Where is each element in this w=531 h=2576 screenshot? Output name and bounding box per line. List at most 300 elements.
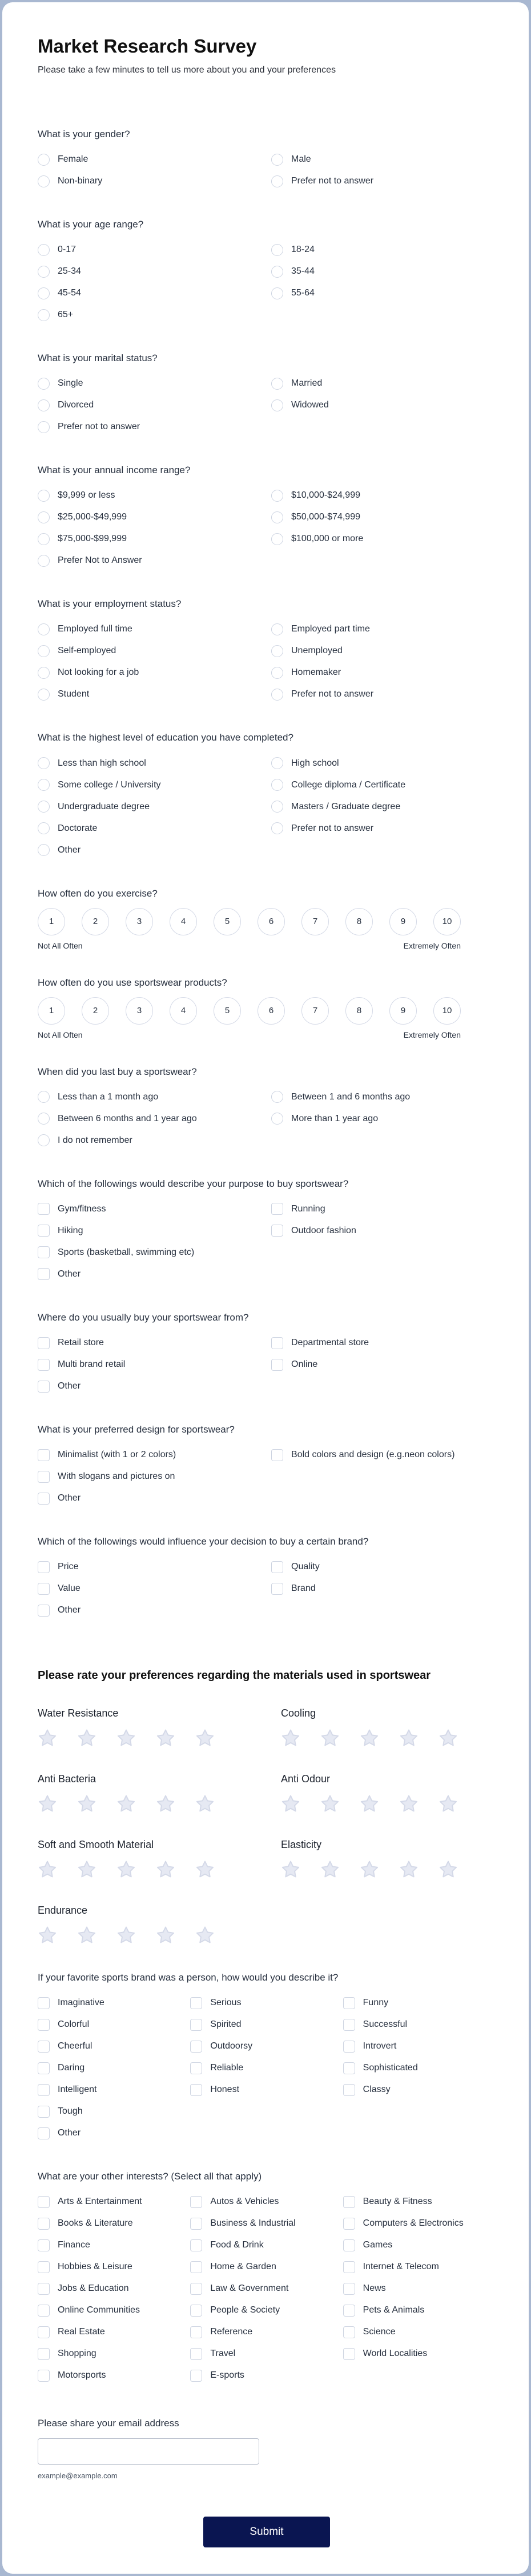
star-icon[interactable]: [281, 1794, 300, 1814]
option-row[interactable]: [38, 2101, 190, 2122]
checkbox[interactable]: [38, 2062, 50, 2074]
option-row[interactable]: [38, 818, 271, 839]
scale-option[interactable]: 8: [345, 997, 373, 1025]
option-row[interactable]: [271, 149, 373, 170]
checkbox[interactable]: [38, 2261, 50, 2273]
options-column: [38, 485, 271, 571]
option-row[interactable]: [343, 2234, 496, 2256]
option-row[interactable]: [38, 2278, 190, 2299]
option-row[interactable]: [190, 2191, 343, 2213]
scale-option[interactable]: 4: [170, 997, 197, 1025]
option-label: Prefer not to answer: [291, 689, 374, 699]
option-row[interactable]: [343, 2057, 496, 2079]
scale-option[interactable]: 7: [301, 908, 329, 935]
radio-button[interactable]: [271, 1091, 283, 1103]
option-row[interactable]: [38, 2014, 190, 2035]
radio-button[interactable]: [38, 555, 50, 567]
checkbox[interactable]: [343, 2326, 355, 2338]
option-row[interactable]: [190, 2365, 343, 2386]
checkbox[interactable]: [38, 1381, 50, 1393]
checkbox[interactable]: [38, 2041, 50, 2053]
checkbox[interactable]: [190, 2261, 202, 2273]
checkbox[interactable]: [38, 2283, 50, 2295]
checkbox[interactable]: [38, 1471, 50, 1483]
star-icon[interactable]: [116, 1794, 136, 1814]
option-row[interactable]: [271, 1220, 356, 1242]
checkbox[interactable]: [38, 1359, 50, 1371]
scale-option[interactable]: 3: [126, 997, 153, 1025]
radio-button[interactable]: [38, 244, 50, 256]
checkbox[interactable]: [190, 2041, 202, 2053]
submit-button[interactable]: Submit: [203, 2517, 330, 2547]
scale-left-label: Not All Often: [38, 1030, 83, 1039]
radio-button[interactable]: [38, 490, 50, 502]
star-icon[interactable]: [116, 1729, 136, 1748]
option-row[interactable]: [271, 1332, 369, 1354]
option-row[interactable]: [38, 2365, 190, 2386]
option-row[interactable]: [271, 528, 363, 550]
rating-label: Endurance: [38, 1905, 88, 1917]
option-row[interactable]: [190, 2079, 343, 2101]
star-icon[interactable]: [77, 1729, 96, 1748]
option-row[interactable]: [38, 839, 271, 861]
option-row[interactable]: [271, 1108, 410, 1130]
scale-option[interactable]: 9: [389, 908, 417, 935]
option-row[interactable]: [271, 1354, 369, 1375]
option-row[interactable]: [38, 2057, 190, 2079]
option-row[interactable]: [271, 753, 405, 774]
checkbox[interactable]: [271, 1449, 283, 1461]
options-columns: [38, 618, 496, 705]
star-icon[interactable]: [156, 1860, 175, 1879]
options-column: [38, 618, 271, 705]
option-row[interactable]: [271, 170, 373, 192]
radio-button[interactable]: [38, 175, 50, 187]
star-icon[interactable]: [439, 1794, 458, 1814]
radio-button[interactable]: [38, 801, 50, 813]
scale-option[interactable]: 7: [301, 997, 329, 1025]
star-icon[interactable]: [320, 1729, 340, 1748]
star-icon[interactable]: [77, 1794, 96, 1814]
option-label: Single: [58, 378, 83, 389]
option-row[interactable]: [38, 394, 271, 416]
option-row[interactable]: [38, 2079, 190, 2101]
radio-button[interactable]: [38, 623, 50, 635]
option-row[interactable]: [190, 2299, 343, 2321]
radio-button[interactable]: [38, 844, 50, 856]
checkbox[interactable]: [190, 1997, 202, 2009]
scale-option[interactable]: 10: [433, 997, 461, 1025]
radio-button[interactable]: [38, 287, 50, 299]
question-label: What are your other interests? (Select all that apply): [38, 2171, 262, 2182]
checkbox[interactable]: [343, 1997, 355, 2009]
radio-button[interactable]: [271, 175, 283, 187]
question-label: How often do you use sportswear products?: [38, 977, 227, 988]
option-row[interactable]: [271, 683, 373, 705]
radio-button[interactable]: [38, 266, 50, 278]
radio-button[interactable]: [271, 511, 283, 523]
star-icon[interactable]: [195, 1860, 215, 1879]
checkbox[interactable]: [190, 2218, 202, 2230]
radio-button[interactable]: [271, 689, 283, 701]
radio-button[interactable]: [38, 689, 50, 701]
email-helper-text: example@example.com: [38, 2471, 118, 2480]
checkbox[interactable]: [190, 2370, 202, 2382]
option-row[interactable]: [271, 373, 329, 394]
radio-button[interactable]: [271, 667, 283, 679]
rating-item: [38, 1839, 281, 1879]
checkbox[interactable]: [38, 2305, 50, 2317]
options-column: [271, 239, 315, 326]
radio-button[interactable]: [271, 154, 283, 166]
option-row[interactable]: [38, 1086, 271, 1108]
checkbox[interactable]: [271, 1561, 283, 1573]
scale-option[interactable]: 9: [389, 997, 417, 1025]
star-rating: [281, 1860, 496, 1879]
option-row[interactable]: [38, 528, 271, 550]
checkbox[interactable]: [190, 2196, 202, 2208]
option-row[interactable]: [271, 1556, 320, 1578]
option-row[interactable]: [271, 1086, 410, 1108]
option-row[interactable]: [343, 2256, 496, 2278]
option-row[interactable]: [38, 2035, 190, 2057]
checkbox[interactable]: [38, 1337, 50, 1349]
radio-button[interactable]: [38, 1091, 50, 1103]
radio-button[interactable]: [38, 511, 50, 523]
checkbox[interactable]: [38, 1583, 50, 1595]
option-row[interactable]: [38, 640, 271, 662]
radio-button[interactable]: [271, 399, 283, 411]
radio-button[interactable]: [38, 154, 50, 166]
radio-button[interactable]: [271, 801, 283, 813]
checkbox[interactable]: [190, 2326, 202, 2338]
option-row[interactable]: [190, 2014, 343, 2035]
checkbox[interactable]: [190, 2019, 202, 2031]
scale-option[interactable]: 3: [126, 908, 153, 935]
option-row[interactable]: [38, 416, 271, 438]
scale-option[interactable]: 1: [38, 908, 65, 935]
option-row[interactable]: [38, 1108, 271, 1130]
option-row[interactable]: [38, 618, 271, 640]
checkbox[interactable]: [190, 2305, 202, 2317]
option-row[interactable]: [343, 2299, 496, 2321]
checkbox[interactable]: [38, 2196, 50, 2208]
option-row[interactable]: [190, 2234, 343, 2256]
option-label: Real Estate: [58, 2327, 105, 2337]
radio-button[interactable]: [38, 779, 50, 791]
option-row[interactable]: [38, 1242, 271, 1263]
option-row[interactable]: [38, 261, 271, 282]
option-row[interactable]: [271, 640, 373, 662]
scale-option[interactable]: 5: [214, 908, 241, 935]
star-icon[interactable]: [281, 1729, 300, 1748]
option-row[interactable]: [271, 239, 315, 261]
scale-option[interactable]: 10: [433, 908, 461, 935]
option-row[interactable]: [38, 2321, 190, 2343]
checkbox[interactable]: [38, 2084, 50, 2096]
checkbox[interactable]: [190, 2283, 202, 2295]
option-row[interactable]: [38, 149, 271, 170]
star-icon[interactable]: [399, 1729, 419, 1748]
star-icon[interactable]: [156, 1926, 175, 1945]
checkbox[interactable]: [38, 2019, 50, 2031]
star-icon[interactable]: [320, 1794, 340, 1814]
email-input[interactable]: [38, 2438, 259, 2465]
radio-button[interactable]: [271, 244, 283, 256]
option-row[interactable]: [190, 2035, 343, 2057]
option-row[interactable]: [271, 796, 405, 818]
checkbox[interactable]: [271, 1203, 283, 1215]
star-icon[interactable]: [156, 1794, 175, 1814]
option-row[interactable]: [271, 394, 329, 416]
option-row[interactable]: [343, 2079, 496, 2101]
star-icon[interactable]: [38, 1794, 57, 1814]
star-icon[interactable]: [360, 1794, 379, 1814]
option-row[interactable]: [38, 373, 271, 394]
checkbox[interactable]: [271, 1337, 283, 1349]
checkbox[interactable]: [38, 1268, 50, 1280]
star-icon[interactable]: [360, 1729, 379, 1748]
option-label: College diploma / Certificate: [291, 779, 406, 790]
scale-option[interactable]: 8: [345, 908, 373, 935]
scale-option[interactable]: 2: [82, 997, 109, 1025]
option-row[interactable]: [343, 2321, 496, 2343]
option-row[interactable]: [38, 2191, 190, 2213]
checkbox[interactable]: [38, 1449, 50, 1461]
radio-button[interactable]: [38, 822, 50, 834]
option-row[interactable]: [38, 506, 271, 528]
radio-button[interactable]: [271, 822, 283, 834]
scale-option[interactable]: 6: [258, 908, 285, 935]
radio-button[interactable]: [271, 645, 283, 657]
checkbox[interactable]: [38, 1203, 50, 1215]
radio-button[interactable]: [38, 645, 50, 657]
star-icon[interactable]: [156, 1729, 175, 1748]
radio-button[interactable]: [38, 378, 50, 390]
option-row[interactable]: [38, 1263, 271, 1285]
radio-button[interactable]: [271, 623, 283, 635]
option-label: High school: [291, 758, 339, 768]
option-row[interactable]: [271, 774, 405, 796]
radio-button[interactable]: [38, 399, 50, 411]
scale-option[interactable]: 5: [214, 997, 241, 1025]
checkbox[interactable]: [38, 2370, 50, 2382]
option-row[interactable]: [38, 304, 271, 326]
option-row[interactable]: [271, 662, 373, 683]
option-row[interactable]: [271, 506, 363, 528]
option-label: Games: [363, 2240, 393, 2250]
radio-button[interactable]: [38, 533, 50, 545]
option-row[interactable]: [38, 1466, 271, 1487]
option-row[interactable]: [190, 2256, 343, 2278]
checkbox[interactable]: [343, 2196, 355, 2208]
checkbox[interactable]: [38, 2127, 50, 2139]
option-row[interactable]: [190, 2321, 343, 2343]
checkbox[interactable]: [343, 2283, 355, 2295]
star-icon[interactable]: [38, 1860, 57, 1879]
radio-button[interactable]: [38, 667, 50, 679]
checkbox[interactable]: [38, 2218, 50, 2230]
star-icon[interactable]: [116, 1926, 136, 1945]
star-icon[interactable]: [320, 1860, 340, 1879]
options-column: [271, 149, 373, 192]
option-row[interactable]: [38, 1487, 271, 1509]
option-row[interactable]: [38, 170, 271, 192]
checkbox[interactable]: [343, 2261, 355, 2273]
radio-button[interactable]: [38, 421, 50, 433]
option-row[interactable]: [38, 1992, 190, 2014]
checkbox[interactable]: [343, 2348, 355, 2360]
option-row[interactable]: [343, 2278, 496, 2299]
star-icon[interactable]: [38, 1926, 57, 1945]
checkbox[interactable]: [343, 2041, 355, 2053]
option-row[interactable]: [271, 1578, 320, 1599]
option-row[interactable]: [38, 1130, 271, 1151]
option-row[interactable]: [38, 1375, 271, 1397]
checkbox[interactable]: [343, 2305, 355, 2317]
checkbox[interactable]: [38, 2348, 50, 2360]
option-row[interactable]: [271, 261, 315, 282]
option-row[interactable]: [190, 2278, 343, 2299]
star-icon[interactable]: [281, 1860, 300, 1879]
option-row[interactable]: [343, 2191, 496, 2213]
option-row[interactable]: [38, 2299, 190, 2321]
option-row[interactable]: [38, 1354, 271, 1375]
checkbox[interactable]: [343, 2084, 355, 2096]
option-row[interactable]: [271, 485, 363, 506]
star-icon[interactable]: [360, 1860, 379, 1879]
checkbox[interactable]: [38, 1561, 50, 1573]
checkbox[interactable]: [190, 2239, 202, 2251]
radio-button[interactable]: [271, 757, 283, 769]
option-row[interactable]: [38, 796, 271, 818]
star-icon[interactable]: [77, 1860, 96, 1879]
option-row[interactable]: [38, 662, 271, 683]
checkbox[interactable]: [271, 1583, 283, 1595]
option-row[interactable]: [190, 1992, 343, 2014]
star-icon[interactable]: [439, 1729, 458, 1748]
option-row[interactable]: [38, 485, 271, 506]
scale-option[interactable]: 1: [38, 997, 65, 1025]
radio-button[interactable]: [38, 1113, 50, 1125]
option-row[interactable]: [38, 1578, 271, 1599]
option-row[interactable]: [343, 1992, 496, 2014]
star-icon[interactable]: [195, 1926, 215, 1945]
checkbox[interactable]: [38, 1493, 50, 1505]
scale-option[interactable]: 6: [258, 997, 285, 1025]
option-row[interactable]: [38, 2234, 190, 2256]
option-label: Other: [58, 1605, 81, 1615]
option-row[interactable]: [38, 1556, 271, 1578]
star-icon[interactable]: [195, 1794, 215, 1814]
option-label: Prefer not to answer: [291, 176, 374, 186]
option-label: Sports (basketball, swimming etc): [58, 1247, 195, 1257]
radio-button[interactable]: [271, 266, 283, 278]
checkbox[interactable]: [190, 2062, 202, 2074]
star-icon[interactable]: [38, 1729, 57, 1748]
options-column: [343, 2191, 496, 2386]
option-row[interactable]: [271, 818, 405, 839]
checkbox[interactable]: [38, 1997, 50, 2009]
scale-option[interactable]: 2: [82, 908, 109, 935]
option-row[interactable]: [271, 282, 315, 304]
option-row[interactable]: [190, 2057, 343, 2079]
checkbox[interactable]: [38, 2106, 50, 2118]
option-row[interactable]: [343, 2014, 496, 2035]
option-row[interactable]: [38, 2256, 190, 2278]
radio-button[interactable]: [38, 309, 50, 321]
option-row[interactable]: [38, 753, 271, 774]
radio-button[interactable]: [38, 1134, 50, 1146]
option-row[interactable]: [343, 2213, 496, 2234]
option-row[interactable]: [38, 1444, 271, 1466]
checkbox[interactable]: [343, 2218, 355, 2230]
checkbox[interactable]: [190, 2084, 202, 2096]
checkbox[interactable]: [343, 2019, 355, 2031]
option-row[interactable]: [38, 550, 271, 571]
checkbox[interactable]: [38, 2326, 50, 2338]
option-row[interactable]: [271, 1198, 356, 1220]
question-label: What is the highest level of education you have completed?: [38, 732, 293, 743]
checkbox[interactable]: [271, 1225, 283, 1237]
option-row[interactable]: [38, 1198, 271, 1220]
option-row[interactable]: [343, 2343, 496, 2365]
option-row[interactable]: [343, 2035, 496, 2057]
option-row[interactable]: [38, 774, 271, 796]
radio-button[interactable]: [271, 533, 283, 545]
option-row[interactable]: [38, 2122, 190, 2144]
option-row[interactable]: [38, 239, 271, 261]
scale-option[interactable]: 4: [170, 908, 197, 935]
star-icon[interactable]: [439, 1860, 458, 1879]
radio-button[interactable]: [271, 1113, 283, 1125]
checkbox[interactable]: [38, 1225, 50, 1237]
option-label: Food & Drink: [210, 2240, 264, 2250]
option-row[interactable]: [38, 1599, 271, 1621]
option-row[interactable]: [38, 1220, 271, 1242]
option-row[interactable]: [190, 2213, 343, 2234]
option-row[interactable]: [271, 618, 373, 640]
checkbox[interactable]: [271, 1359, 283, 1371]
radio-button[interactable]: [271, 779, 283, 791]
options-column: [271, 373, 329, 438]
checkbox[interactable]: [343, 2239, 355, 2251]
star-icon[interactable]: [399, 1794, 419, 1814]
radio-button[interactable]: [271, 287, 283, 299]
option-row[interactable]: [38, 1332, 271, 1354]
option-row[interactable]: [38, 2343, 190, 2365]
checkbox[interactable]: [38, 2239, 50, 2251]
option-label: Gym/fitness: [58, 1203, 106, 1214]
option-row[interactable]: [38, 2213, 190, 2234]
option-label: 55-64: [291, 288, 315, 298]
option-row[interactable]: [38, 282, 271, 304]
option-row[interactable]: [38, 683, 271, 705]
option-row[interactable]: [190, 2343, 343, 2365]
star-icon[interactable]: [399, 1860, 419, 1879]
checkbox[interactable]: [190, 2348, 202, 2360]
checkbox[interactable]: [343, 2062, 355, 2074]
checkbox[interactable]: [38, 1605, 50, 1617]
radio-button[interactable]: [271, 378, 283, 390]
checkbox[interactable]: [38, 1246, 50, 1258]
radio-button[interactable]: [38, 757, 50, 769]
radio-button[interactable]: [271, 490, 283, 502]
option-row[interactable]: [271, 1444, 454, 1466]
star-icon[interactable]: [116, 1860, 136, 1879]
star-icon[interactable]: [77, 1926, 96, 1945]
star-icon[interactable]: [195, 1729, 215, 1748]
